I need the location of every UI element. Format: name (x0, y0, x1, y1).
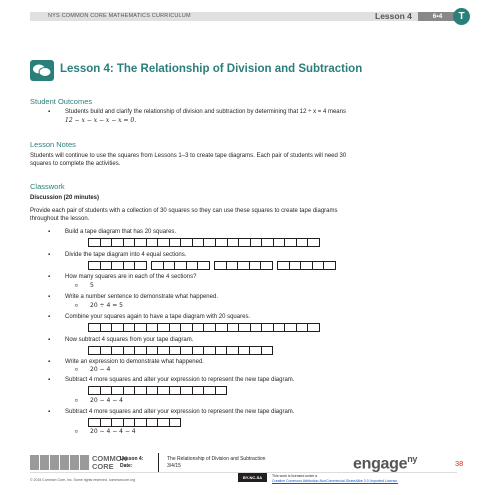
tape-square (228, 324, 240, 331)
tape-square (251, 324, 263, 331)
tape-diagram-20 (88, 238, 320, 247)
tape-square (204, 239, 216, 246)
lesson-label: Lesson 4 (375, 11, 412, 21)
tape-group (277, 261, 336, 270)
tape-square (170, 347, 182, 354)
intro-line-2: throughout the lesson. (30, 216, 90, 222)
tape-square (274, 239, 286, 246)
tape-square (261, 262, 272, 269)
tape-square (181, 347, 193, 354)
tape-diagram-20-combined (88, 323, 320, 332)
tape-square (112, 262, 124, 269)
grade-module-badge: 6•4 (418, 12, 457, 21)
tape-square (308, 239, 319, 246)
sub-bullet-icon: ¤ (75, 367, 78, 373)
answer-expression-3: 20 − 4 − 4 − 4 (90, 428, 136, 435)
tape-square (112, 387, 124, 394)
tape-square (250, 262, 262, 269)
tape-group (214, 261, 273, 270)
tape-square (297, 324, 309, 331)
tape-square (89, 419, 101, 426)
bullet-icon: ▪ (48, 377, 51, 383)
common-core-logo-text: COMMON CORE (92, 454, 127, 471)
tape-square (215, 262, 227, 269)
tape-square (239, 239, 251, 246)
tape-square (158, 419, 170, 426)
lesson-notes-line-2: squares to complete the activities. (30, 161, 121, 167)
footer-divider (158, 453, 159, 473)
teacher-badge: T (453, 8, 470, 25)
tape-square (290, 262, 302, 269)
tape-square (147, 324, 159, 331)
tape-square (170, 419, 181, 426)
sub-bullet-icon: ¤ (75, 429, 78, 435)
tape-square (101, 262, 113, 269)
answer-expression-2: 20 − 4 − 4 (90, 397, 123, 404)
tape-square (112, 347, 124, 354)
tape-square (181, 239, 193, 246)
lesson-notes-line-1: Students will continue to use the squares from Lessons 1–3 to create tape diagrams. Each pair of students will need 30 (30, 153, 347, 159)
bullet-icon: ▪ (48, 274, 51, 280)
instruction-6: Now subtract 4 squares from your tape diagram. (65, 337, 194, 343)
tape-square (216, 324, 228, 331)
tape-square (147, 239, 159, 246)
license-text: This work is licensed under a (272, 474, 318, 478)
tape-square (308, 324, 319, 331)
bullet-icon: ▪ (48, 314, 51, 320)
bullet-icon: ▪ (48, 359, 51, 365)
tape-square (285, 324, 297, 331)
answer-expression-1: 20 − 4 (90, 366, 111, 373)
tape-square (112, 239, 124, 246)
classwork-heading: Classwork (30, 182, 65, 191)
discussion-heading: Discussion (20 minutes) (30, 195, 100, 201)
tape-square (112, 419, 124, 426)
tape-square (204, 387, 216, 394)
tape-square (239, 347, 251, 354)
tape-group (88, 261, 147, 270)
tape-square (135, 239, 147, 246)
tape-diagram-16 (88, 346, 273, 355)
bullet-icon: ▪ (48, 252, 51, 258)
tape-square (112, 324, 124, 331)
page-title: Lesson 4: The Relationship of Division and Subtraction (60, 63, 363, 75)
engage-ny-logo: engage$^{ny}$ (353, 454, 418, 473)
copyright-text: © 2015 Common Core, Inc. Some rights reserved. commoncore.org (30, 478, 136, 482)
tape-group (151, 261, 210, 270)
tape-square (297, 239, 309, 246)
creative-commons-badge: BY-NC-SA (238, 473, 267, 482)
footer-date-label: Date: (120, 463, 133, 469)
tape-square (89, 347, 101, 354)
instruction-1: Build a tape diagram that has 20 squares. (65, 229, 177, 235)
footer-lesson-label: Lesson 4: (120, 456, 144, 462)
tape-square (313, 262, 325, 269)
tape-square (250, 347, 262, 354)
bullet-icon: ▪ (48, 409, 51, 415)
tape-square (278, 262, 290, 269)
tape-square (89, 239, 101, 246)
tape-square (193, 347, 205, 354)
tape-square (124, 239, 136, 246)
tape-square (204, 347, 216, 354)
tape-square (101, 387, 113, 394)
tape-square (101, 324, 113, 331)
tape-square (274, 324, 286, 331)
tape-square (124, 387, 136, 394)
tape-square (164, 262, 176, 269)
answer-sections: 5 (90, 282, 94, 289)
tape-square (193, 324, 205, 331)
intro-line-1: Provide each pair of students with a collection of 30 squares so they can use these squares to create tape diagrams (30, 208, 338, 214)
tape-diagram-8 (88, 418, 181, 427)
instruction-2: Divide the tape diagram into 4 equal sections. (65, 252, 187, 258)
tape-square (135, 419, 147, 426)
bullet-icon: ▪ (48, 109, 51, 115)
tape-square (238, 262, 250, 269)
instruction-5: Combine your squares again to have a tape diagram with 20 squares. (65, 314, 251, 320)
tape-square (158, 387, 170, 394)
tape-square (175, 262, 187, 269)
tape-square (216, 239, 228, 246)
tape-square (193, 239, 205, 246)
tape-square (124, 262, 136, 269)
common-core-logo (30, 455, 90, 470)
tape-square (135, 387, 147, 394)
license-link[interactable]: Creative Commons Attribution-NonCommercial-ShareAlike 3.0 Unported License. (272, 479, 399, 483)
tape-square (135, 324, 147, 331)
curriculum-label: NYS COMMON CORE MATHEMATICS CURRICULUM (48, 13, 191, 19)
bullet-icon: ▪ (48, 294, 51, 300)
bullet-icon: ▪ (48, 229, 51, 235)
tape-diagram-4-sections (88, 261, 336, 270)
tape-square (124, 324, 136, 331)
tape-square (216, 347, 228, 354)
instruction-4: Write a number sentence to demonstrate what happened. (65, 294, 218, 300)
tape-square (193, 387, 205, 394)
tape-square (101, 347, 113, 354)
tape-square (216, 387, 227, 394)
footer-lesson-title: The Relationship of Division and Subtraction (167, 456, 266, 462)
tape-square (301, 262, 313, 269)
tape-square (170, 239, 182, 246)
tape-square (251, 239, 263, 246)
tape-square (198, 262, 209, 269)
footer-date: 3/4/15 (167, 463, 181, 469)
outcome-line-1: Students build and clarify the relationship of division and subtraction by determining that 12 ÷ x = 4 means (65, 109, 346, 115)
tape-square (135, 347, 147, 354)
tape-square (89, 387, 101, 394)
sub-bullet-icon: ¤ (75, 398, 78, 404)
instruction-3: How many squares are in each of the 4 sections? (65, 274, 197, 280)
tape-square (181, 324, 193, 331)
header-bar (30, 12, 457, 21)
tape-square (170, 387, 182, 394)
tape-square (124, 347, 136, 354)
tape-square (262, 324, 274, 331)
tape-square (227, 262, 239, 269)
tape-square (89, 324, 101, 331)
tape-square (158, 347, 170, 354)
tape-square (262, 239, 274, 246)
tape-square (170, 324, 182, 331)
outcome-line-2: 12 − x − x − x − x = 0. (65, 117, 137, 124)
sub-bullet-icon: ¤ (75, 283, 78, 289)
bullet-icon: ▪ (48, 337, 51, 343)
tape-square (152, 262, 164, 269)
tape-square (147, 347, 159, 354)
tape-square (285, 239, 297, 246)
tape-square (89, 262, 101, 269)
answer-number-sentence: 20 ÷ 4 = 5 (90, 302, 123, 309)
tape-square (158, 324, 170, 331)
tape-square (147, 387, 159, 394)
instruction-8: Subtract 4 more squares and alter your expression to represent the new tape diagram. (65, 377, 295, 383)
tape-square (158, 239, 170, 246)
tape-square (324, 262, 335, 269)
tape-square (101, 239, 113, 246)
tape-square (227, 347, 239, 354)
student-outcomes-heading: Student Outcomes (30, 97, 93, 106)
tape-square (124, 419, 136, 426)
sub-bullet-icon: ¤ (75, 303, 78, 309)
tape-square (187, 262, 199, 269)
tape-square (228, 239, 240, 246)
tape-square (204, 324, 216, 331)
tape-square (181, 387, 193, 394)
lesson-icon (30, 60, 54, 81)
instruction-7: Write an expression to demonstrate what happened. (65, 359, 204, 365)
tape-square (262, 347, 273, 354)
tape-square (147, 419, 159, 426)
instruction-9: Subtract 4 more squares and alter your expression to represent the new tape diagram. (65, 409, 295, 415)
tape-square (239, 324, 251, 331)
tape-square (135, 262, 146, 269)
tape-square (101, 419, 113, 426)
tape-diagram-12 (88, 386, 227, 395)
page-number: 38 (455, 459, 464, 468)
lesson-notes-heading: Lesson Notes (30, 140, 76, 149)
